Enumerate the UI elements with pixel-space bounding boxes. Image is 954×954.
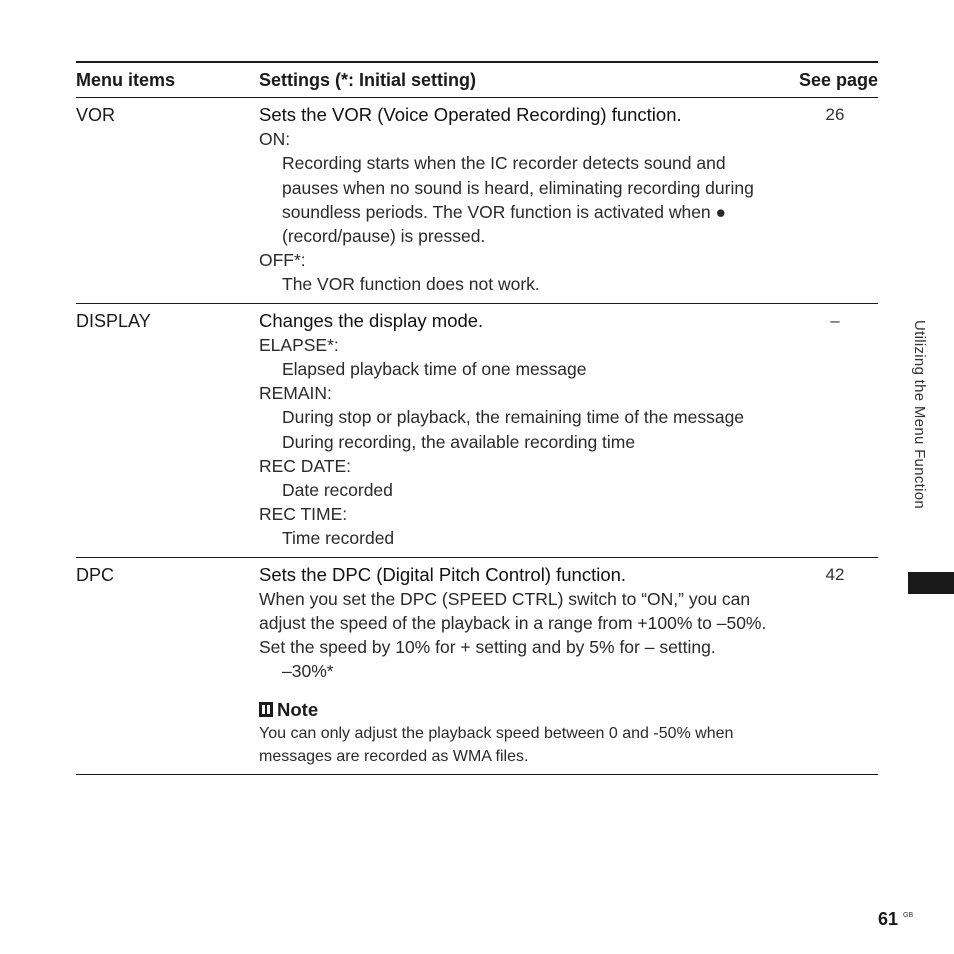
see-page-number: – <box>830 310 840 330</box>
table-row <box>76 304 878 558</box>
setting-title: Changes the display mode. <box>259 309 484 331</box>
note-icon <box>259 702 273 717</box>
setting-description: During stop or playback, the remaining time of the message <box>282 407 745 428</box>
section-tab-marker <box>908 572 954 594</box>
table-header <box>76 63 878 98</box>
setting-option: OFF*: <box>259 250 306 271</box>
see-page-number: 42 <box>825 564 845 584</box>
note-title: Note <box>277 698 319 720</box>
setting-description: Date recorded <box>282 480 393 501</box>
header-see-page: See page <box>798 69 878 90</box>
setting-description: –30%* <box>282 661 334 682</box>
page-suffix: GB <box>903 912 914 919</box>
menu-item-settings <box>259 563 776 768</box>
see-page-number: 26 <box>825 105 845 124</box>
setting-description: Elapsed playback time of one message <box>282 359 587 380</box>
setting-description: Recording starts when the IC recorder detects sound and pauses when no sound is heard, eliminating recording during soundless periods. The VOR function is activated when ● (record/pause) is pressed. <box>282 153 754 247</box>
menu-item-name: VOR <box>76 105 116 125</box>
setting-title: Sets the DPC (Digital Pitch Control) function. <box>259 563 627 585</box>
setting-description: During recording, the available recording time <box>282 431 636 452</box>
setting-description: Time recorded <box>282 528 395 549</box>
menu-item-name: DISPLAY <box>76 310 151 331</box>
setting-option: When you set the DPC (SPEED CTRL) switch to “ON,” you can adjust the speed of the playback in a range from +100% to –50%. Set the speed by 10% for + setting and by 5% for – setting. <box>259 588 767 658</box>
page-number: 61 <box>878 909 899 929</box>
section-side-label: Utilizing the Menu Function <box>911 320 928 510</box>
header-settings: Settings (*: Initial setting) <box>259 69 477 90</box>
table-row <box>76 558 878 775</box>
table-row <box>76 98 878 304</box>
menu-table <box>76 61 878 775</box>
note-heading <box>259 698 776 722</box>
note-text: You can only adjust the playback speed between 0 and -50% when messages are recorded as WMA files. <box>259 724 734 765</box>
menu-item-name: DPC <box>76 564 115 585</box>
header-menu-items: Menu items <box>76 69 176 90</box>
menu-item-settings <box>259 309 776 551</box>
setting-description: The VOR function does not work. <box>282 274 540 295</box>
setting-option: REC TIME: <box>259 504 348 525</box>
menu-item-settings <box>259 103 776 297</box>
setting-option: ELAPSE*: <box>259 334 339 355</box>
setting-option: ON: <box>259 129 291 150</box>
setting-title: Sets the VOR (Voice Operated Recording) function. <box>259 104 682 125</box>
setting-option: REMAIN: <box>259 383 332 404</box>
setting-option: REC DATE: <box>259 455 352 476</box>
